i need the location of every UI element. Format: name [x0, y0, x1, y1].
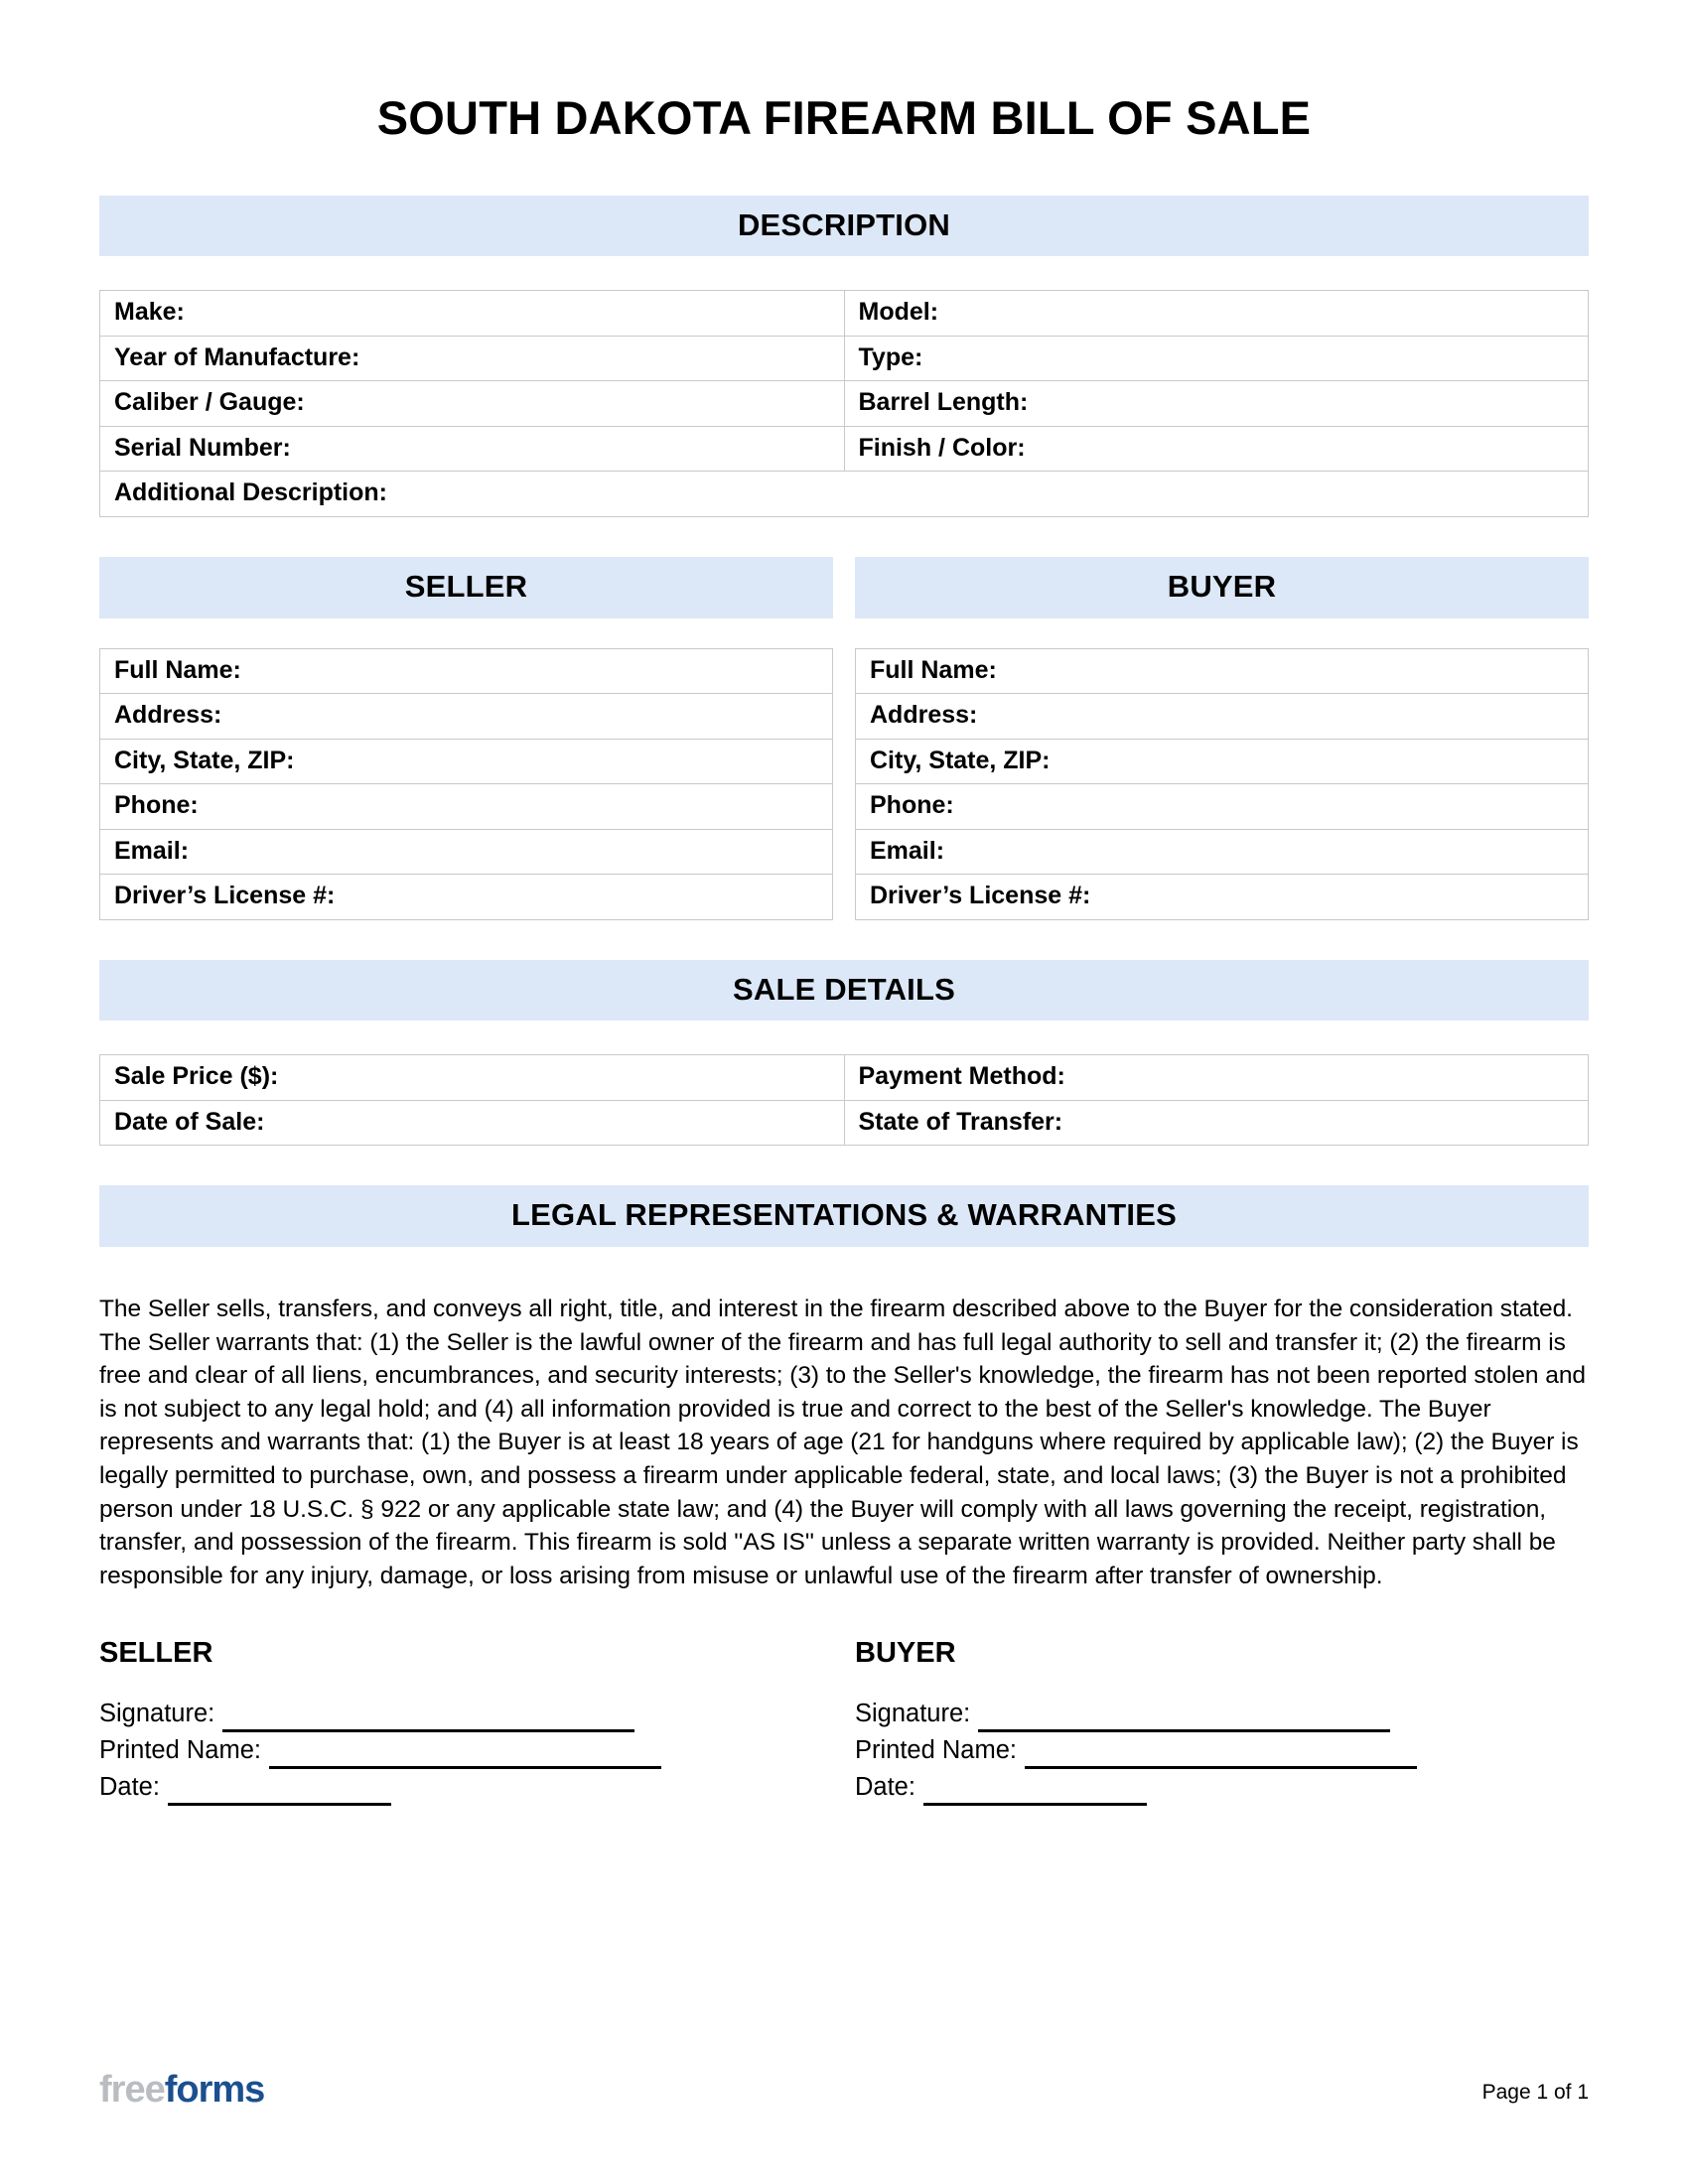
seller-signature-block [99, 1638, 833, 1806]
table-row [100, 1055, 1589, 1101]
legal-body-text: The Seller sells, transfers, and conveys all right, title, and interest in the firearm described above to the Buyer for the consideration stated. The Seller warrants that: (1) the Seller is the lawful owner of the firearm and has full legal authority to sell and transfer it; (2) the firearm is free and clear of all liens, encumbrances, and security interests; (3) to the Seller's knowledge, the firearm has not been reported stolen and is not subject to any legal hold; and (4) all information provided is true and correct to the best of the Seller's knowledge. The Buyer represents and warrants that: (1) the Buyer is at least 18 years of age (21 for handguns where required by applicable law); (2) the Buyer is legally permitted to purchase, own, and possess a firearm under applicable federal, state, and local laws; (3) the Buyer is not a prohibited person under 18 U.S.C. § 922 or any applicable state law; and (4) the Buyer will comply with all laws governing the receipt, registration, transfer, and possession of the firearm. This firearm is sold ''AS IS'' unless a separate written warranty is provided. Neither party shall be responsible for any injury, damage, or loss arising from misuse or unlawful use of the firearm after transfer of ownership. [99, 1296, 1586, 1589]
table-row [100, 381, 1589, 427]
buyer-field-email[interactable]: Email: [856, 829, 1589, 875]
sale-details-table [99, 1054, 1589, 1146]
buyer-field-address[interactable]: Address: [856, 694, 1589, 740]
buyer-field-full-name[interactable]: Full Name: [856, 648, 1589, 694]
buyer-date-label: Date: [855, 1773, 915, 1802]
field-state-of-transfer[interactable]: State of Transfer: [844, 1100, 1589, 1146]
field-year-of-manufacture[interactable]: Year of Manufacture: [100, 336, 845, 381]
seller-field-email[interactable]: Email: [100, 829, 833, 875]
table-row [100, 1100, 1589, 1146]
signature-heading-buyer: BUYER [855, 1637, 956, 1670]
page-footer [99, 2071, 1589, 2109]
signature-section [99, 1638, 1589, 1806]
field-type[interactable]: Type: [844, 336, 1589, 381]
seller-printed-name-line[interactable] [269, 1739, 661, 1769]
description-table [99, 290, 1589, 517]
seller-column [99, 557, 833, 920]
seller-date-label: Date: [99, 1773, 160, 1802]
seller-field-address[interactable]: Address: [100, 694, 833, 740]
table-row [100, 336, 1589, 381]
section-header-sale-details: SALE DETAILS [99, 960, 1589, 1022]
signature-heading-seller: SELLER [99, 1637, 213, 1670]
freeforms-logo[interactable] [99, 2071, 264, 2109]
logo-text-forms: forms [164, 2069, 265, 2111]
buyer-field-city-state-zip[interactable]: City, State, ZIP: [856, 739, 1589, 784]
logo-text-free: free [99, 2069, 165, 2111]
page-title: SOUTH DAKOTA FIREARM BILL OF SALE [376, 91, 1312, 144]
buyer-printed-name-label: Printed Name: [855, 1736, 1017, 1765]
seller-field-drivers-license[interactable]: Driver’s License #: [100, 875, 833, 920]
table-row [856, 875, 1589, 920]
field-caliber-gauge[interactable]: Caliber / Gauge: [100, 381, 845, 427]
field-date-of-sale[interactable]: Date of Sale: [100, 1100, 845, 1146]
buyer-signature-block [855, 1638, 1589, 1806]
seller-signature-line[interactable] [222, 1703, 634, 1732]
seller-field-full-name[interactable]: Full Name: [100, 648, 833, 694]
seller-printed-name-row [99, 1732, 833, 1769]
seller-field-phone[interactable]: Phone: [100, 784, 833, 830]
table-row [856, 829, 1589, 875]
section-header-buyer: BUYER [855, 557, 1589, 618]
table-row [856, 648, 1589, 694]
table-row [856, 694, 1589, 740]
parties-section [99, 557, 1589, 920]
buyer-date-row [855, 1769, 1589, 1806]
seller-printed-name-label: Printed Name: [99, 1736, 261, 1765]
field-model[interactable]: Model: [844, 291, 1589, 337]
table-row [100, 694, 833, 740]
page-number: Page 1 of 1 [1481, 2081, 1589, 2104]
buyer-signature-label: Signature: [855, 1700, 971, 1728]
buyer-field-phone[interactable]: Phone: [856, 784, 1589, 830]
field-additional-description[interactable]: Additional Description: [100, 472, 1589, 517]
section-header-description: DESCRIPTION [99, 196, 1589, 257]
section-header-seller: SELLER [99, 557, 833, 618]
buyer-signature-line[interactable] [978, 1703, 1390, 1732]
table-row [856, 784, 1589, 830]
buyer-field-drivers-license[interactable]: Driver’s License #: [856, 875, 1589, 920]
buyer-table [855, 648, 1589, 920]
table-row [100, 291, 1589, 337]
seller-table [99, 648, 833, 920]
buyer-printed-name-row [855, 1732, 1589, 1769]
table-row [100, 739, 833, 784]
field-make[interactable]: Make: [100, 291, 845, 337]
section-header-legal-representations: LEGAL REPRESENTATIONS & WARRANTIES [99, 1185, 1589, 1247]
table-row [100, 784, 833, 830]
table-row [100, 426, 1589, 472]
field-finish-color[interactable]: Finish / Color: [844, 426, 1589, 472]
seller-field-city-state-zip[interactable]: City, State, ZIP: [100, 739, 833, 784]
table-row [100, 875, 833, 920]
buyer-column [855, 557, 1589, 920]
table-row [100, 472, 1589, 517]
field-sale-price[interactable]: Sale Price ($): [100, 1055, 845, 1101]
seller-signature-row [99, 1696, 833, 1732]
seller-signature-label: Signature: [99, 1700, 215, 1728]
table-row [100, 648, 833, 694]
field-barrel-length[interactable]: Barrel Length: [844, 381, 1589, 427]
seller-date-line[interactable] [168, 1776, 391, 1806]
table-row [856, 739, 1589, 784]
field-payment-method[interactable]: Payment Method: [844, 1055, 1589, 1101]
buyer-date-line[interactable] [923, 1776, 1147, 1806]
table-row [100, 829, 833, 875]
seller-date-row [99, 1769, 833, 1806]
buyer-printed-name-line[interactable] [1025, 1739, 1417, 1769]
buyer-signature-row [855, 1696, 1589, 1732]
field-serial-number[interactable]: Serial Number: [100, 426, 845, 472]
